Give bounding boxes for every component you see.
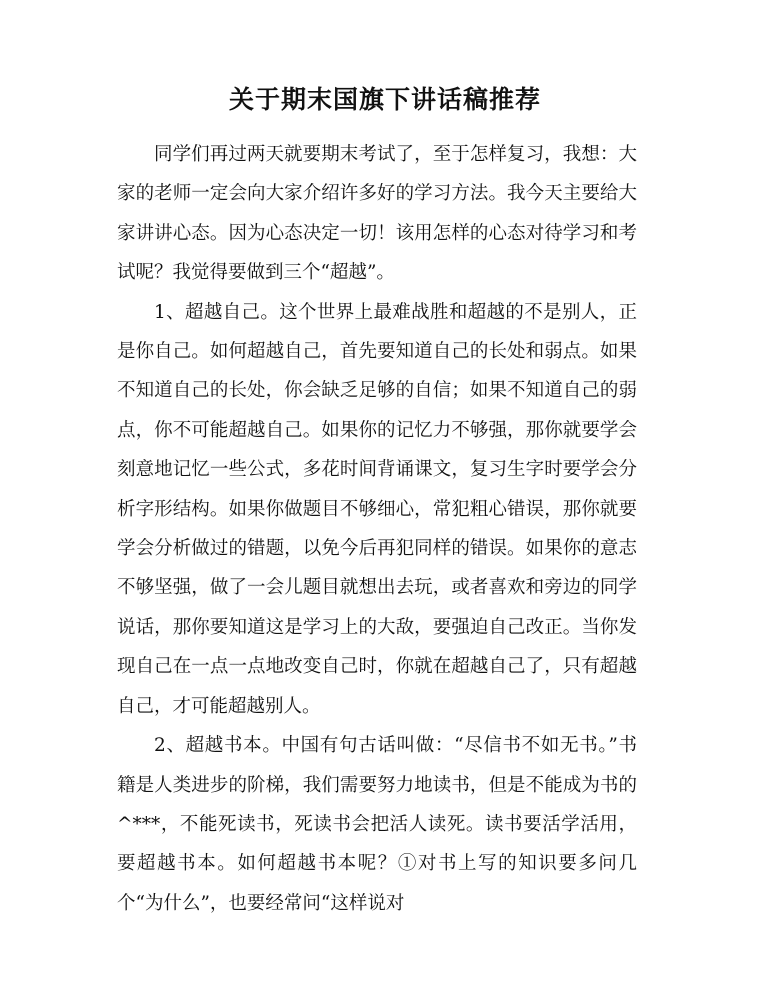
- document-body: [117, 135, 637, 923]
- document-title: 关于期末国旗下讲话稿推荐: [228, 85, 541, 114]
- paragraph-intro: 同学们再过两天就要期末考试了，至于怎样复习，我想：大家的老师一定会向大家介绍许多好的学习方法。我今天主要给大家讲讲心态。因为心态决定一切！该用怎样的心态对待学习和考试呢？我觉得要做到三个“超越”。: [117, 144, 637, 284]
- paragraph-surpass-books: 2、超越书本。中国有句古话叫做：“尽信书不如无书。”书籍是人类进步的阶梯，我们需要努力地读书，但是不能成为书的^***，不能死读书，死读书会把活人读死。读书要活学活用，要超越书本。如何超越书本呢？①对书上写的知识要多问几个“为什么”，也要经常问“这样说对: [117, 735, 637, 914]
- paragraph-surpass-self: 1、超越自己。这个世界上最难战胜和超越的不是别人，正是你自己。如何超越自己，首先要知道自己的长处和弱点。如果不知道自己的长处，你会缺乏足够的自信；如果不知道自己的弱点，你不可能超越自己。如果你的记忆力不够强，那你就要学会刻意地记忆一些公式，多花时间背诵课文，复习生字时要学会分析字形结构。如果你做题目不够细心，常犯粗心错误，那你就要学会分析做过的错题，以免今后再犯同样的错误。如果你的意志不够坚强，做了一会儿题目就想出去玩，或者喜欢和旁边的同学说话，那你要知道这是学习上的大敌，要强迫自己改正。当你发现自己在一点一点地改变自己时，你就在超越自己了，只有超越自己，才可能超越别人。: [117, 301, 637, 717]
